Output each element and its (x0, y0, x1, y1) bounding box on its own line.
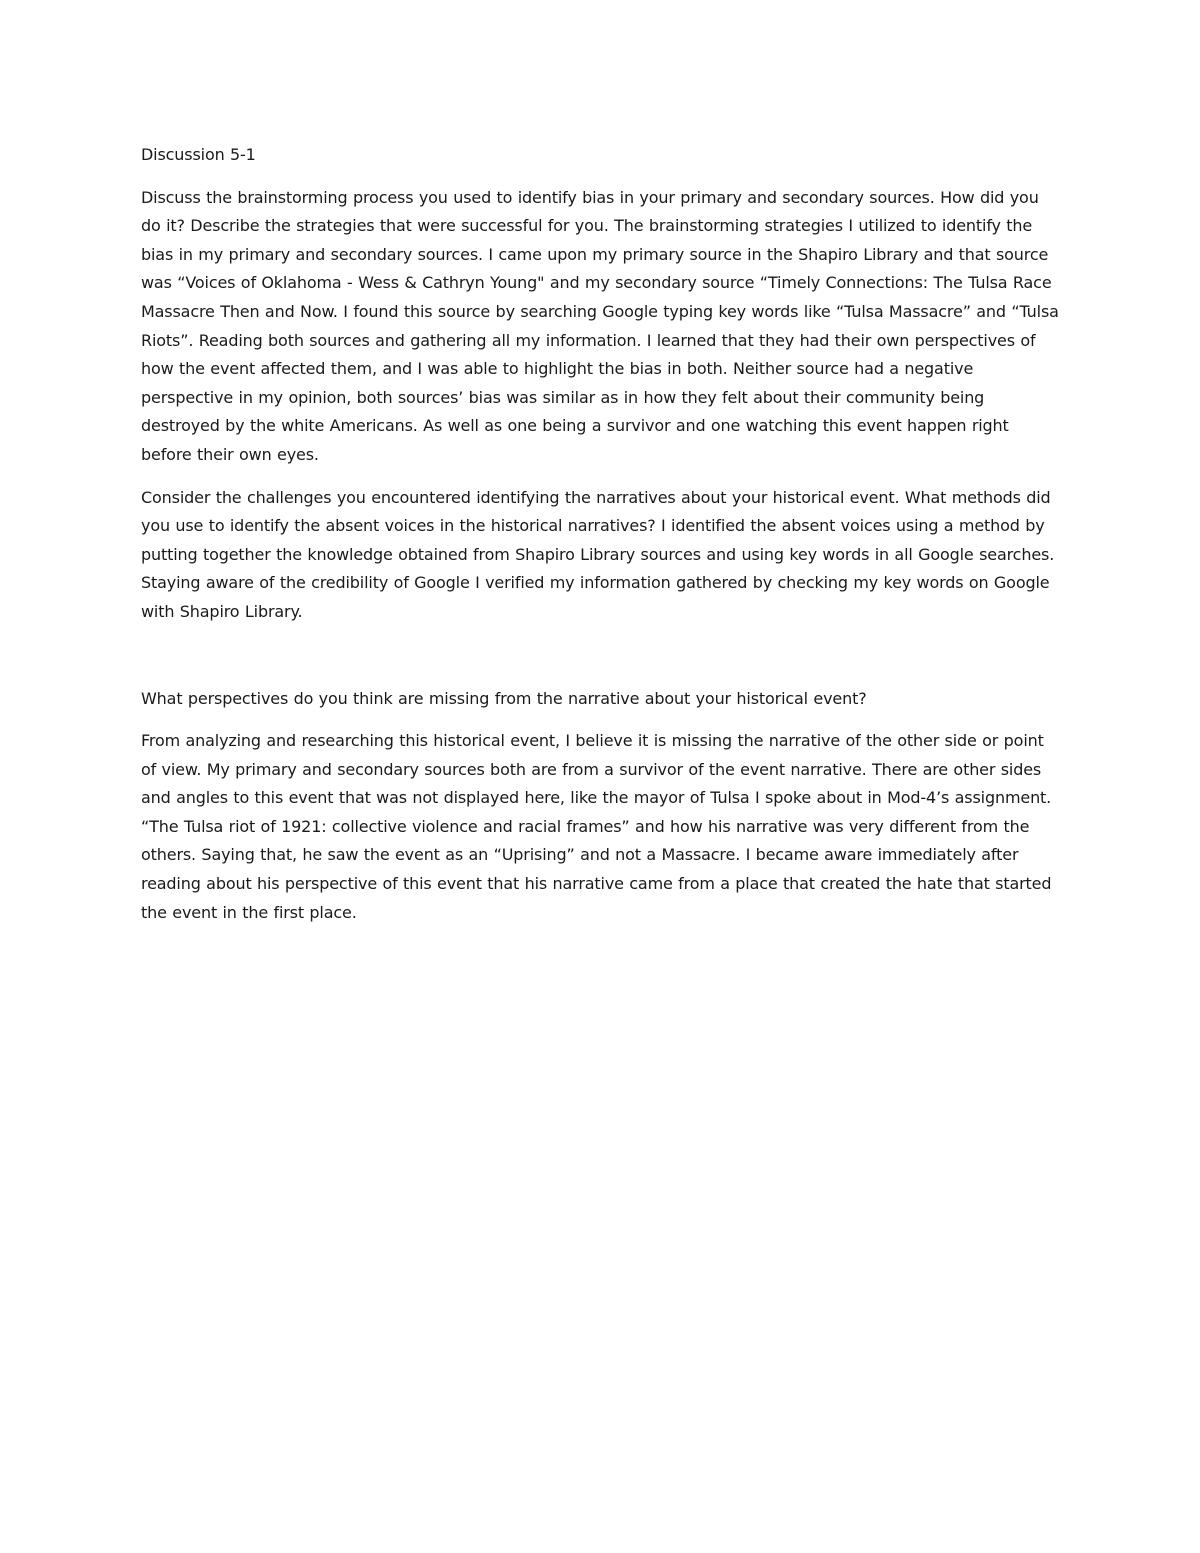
paragraph-challenges: Consider the challenges you encountered identifying the narratives about your historical event. What methods did you use to identify the absent voices in the historical narratives? I identified the absent voices using a method by putting together the knowledge obtained from Shapiro Library sources and using key words in all Google searches. Staying aware of the credibility of Google I verified my information gathered by checking my key words on Google with Shapiro Library. (141, 487, 1055, 621)
blank-line (141, 641, 1059, 685)
paragraph-question-perspectives: What perspectives do you think are missing from the narrative about your historical event? (141, 688, 867, 708)
document-title: Discussion 5-1 (141, 145, 256, 164)
document-body (141, 141, 1059, 941)
paragraph-missing-perspectives: From analyzing and researching this historical event, I believe it is missing the narrative of the other side or point of view. My primary and secondary sources both are from a survivor of the event narrative. There are other sides and angles to this event that was not displayed here, like the mayor of Tulsa I spoke about in Mod-4’s assignment. “The Tulsa riot of 1921: collective violence and racial frames” and how his narrative was very different from the others. Saying that, he saw the event as an “Uprising” and not a Massacre. I became aware immediately after reading about his perspective of this event that his narrative came from a place that created the hate that started the event in the first place. (141, 731, 1052, 922)
paragraph-brainstorming: Discuss the brainstorming process you used to identify bias in your primary and secondary sources. How did you do it? Describe the strategies that were successful for you. The brainstorming strategies I utilized to identify the bias in my primary and secondary sources. I came upon my primary source in the Shapiro Library and that source was “Voices of Oklahoma - Wess & Cathryn Young" and my secondary source “Timely Connections: The Tulsa Race Massacre Then and Now. I found this source by searching Google typing key words like “Tulsa Massacre” and “Tulsa Riots”. Reading both sources and gathering all my information. I learned that they had their own perspectives of how the event affected them, and I was able to highlight the bias in both. Neither source had a negative perspective in my opinion, both sources’ bias was similar as in how they felt about their community being destroyed by the white Americans. As well as one being a survivor and one watching this event happen right before their own eyes. (141, 187, 1059, 464)
